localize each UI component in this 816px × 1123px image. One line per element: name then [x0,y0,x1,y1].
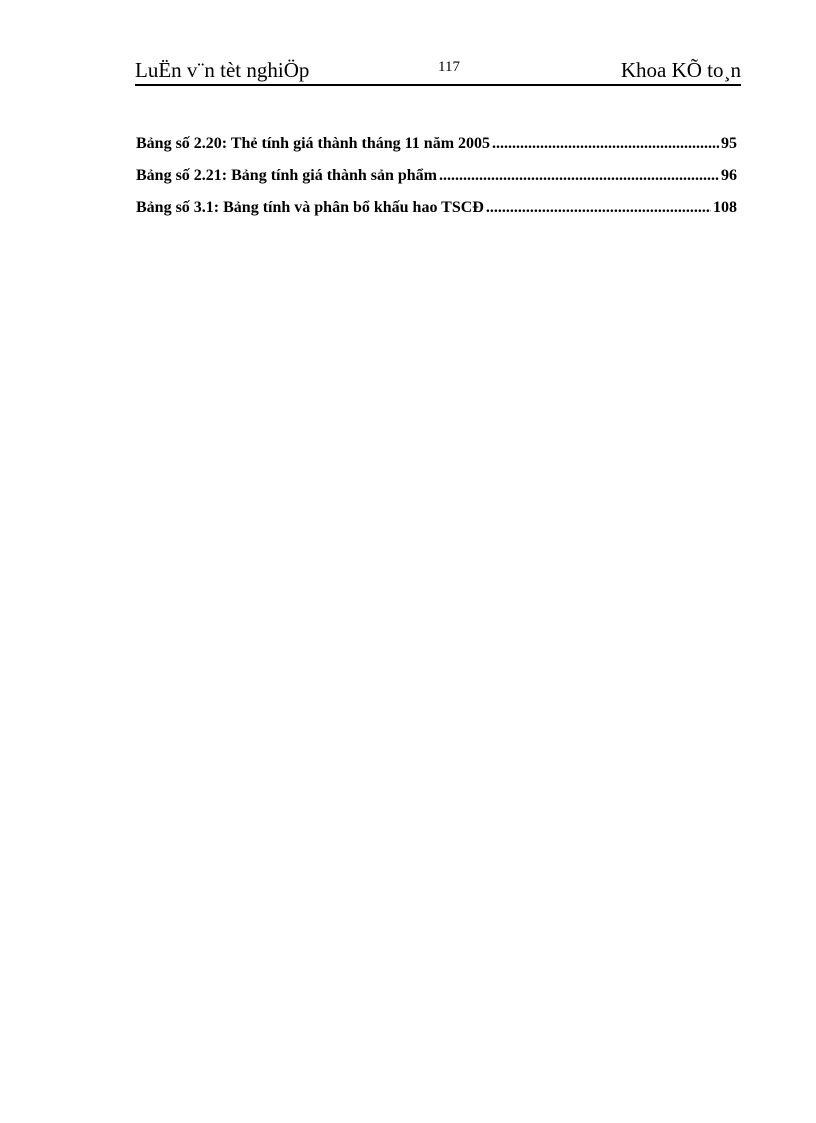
toc-entry-label: Bảng số 2.20: Thẻ tính giá thành tháng 11 năm 2005 [136,135,491,152]
toc-dot-leader [439,163,719,189]
toc-entry-page: 108 [713,199,737,216]
toc-entry [136,195,737,227]
toc-dot-leader [486,195,711,221]
toc-entry-page: 95 [721,135,737,152]
page-header [135,52,741,86]
toc-entry-label: Bảng số 3.1: Bảng tính và phân bổ khấu hao TSCĐ [136,199,484,216]
table-of-contents-list [136,131,737,227]
page-number: 117 [438,59,460,75]
toc-entry [136,131,737,163]
toc-entry-page: 96 [721,167,737,184]
header-thesis-title: LuËn v¨n tèt nghiÖp [135,58,310,82]
toc-entry-label: Bảng số 2.21: Bảng tính giá thành sản phẩm [136,167,437,184]
toc-entry [136,163,737,195]
header-department: Khoa KÕ to¸n [620,58,741,82]
toc-dot-leader [492,131,719,157]
